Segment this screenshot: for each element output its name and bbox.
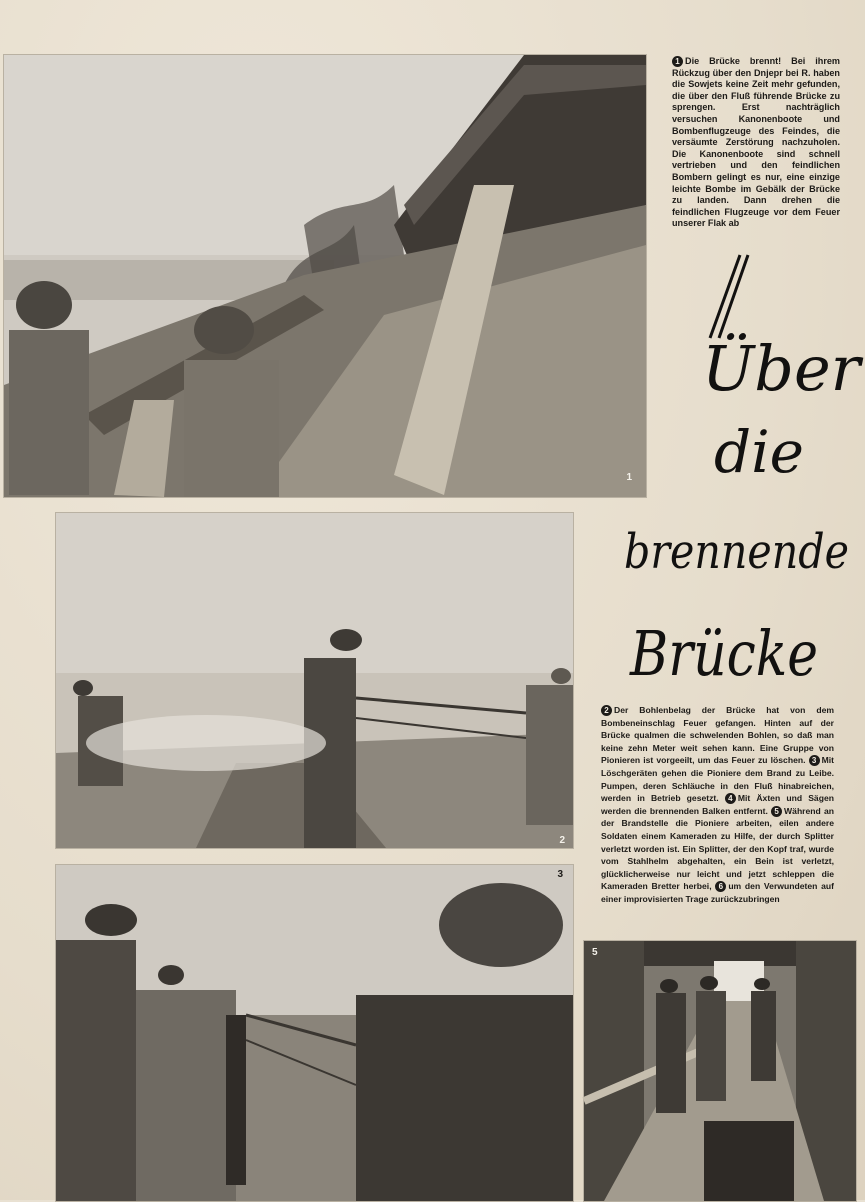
caption-text: um den Verwundeten auf einer improvisierten Trage zurückzubringen — [601, 881, 834, 904]
title-line-3: brennende — [624, 524, 849, 580]
caption-text: Mit Löschgeräten gehen die Pioniere dem Brand zu Leibe. Pumpen, deren Schläuche in den Fluß hinabreichen, werden in Betrieb gesetzt. — [601, 755, 834, 804]
caption-text: Während an der Brandstelle die Pioniere arbeiten, eilen andere Soldaten einem Kameraden zu Hilfe, der durch Splitter verletzt worden ist. Ein Splitter, der den Kopf traf, wurde vom Stahlhelm abgehalten, ein Bein ist verletzt, glücklicherweise nur leicht und jetzt schleppen die Kameraden Bretter herbei, — [601, 805, 834, 892]
caption-number: 5 — [771, 806, 782, 817]
title-line-4: Brücke — [629, 617, 818, 690]
caption-number: 3 — [809, 755, 820, 766]
photo-smoking-deck — [55, 512, 574, 849]
title-line-1: Über — [702, 332, 861, 405]
caption-text: Die Brücke brennt! Bei ihrem Rückzug über den Dnjepr bei R. haben die Sowjets keine Zeit mehr gefunden, die über den Fluß führende Brücke zu sprengen. Erst nachträglich versuchen Kanonenboote und Bombenflugzeuge des Feindes, die versäumte Zerstörung nachzuholen. Die Kanonenboote sind schnell vertrieben und den feindlichen Bombern gelingt es nur, eine einzige leichte Bombe im Gebälk der Brücke zu landen. Dann drehen die feindlichen Flugzeuge vor dem Feuer unserer Flak ab — [672, 56, 840, 229]
caption-text: Der Bohlenbelag der Brücke hat von dem Bombeneinschlag Feuer gefangen. Hinten auf der Brücke qualmen die schwelenden Bohlen, so daß man keine zehn Meter weit sehen kann. Eine Gruppe von Pionieren ist vorgeeilt, um das Feuer zu löschen. — [601, 705, 834, 766]
page-title — [622, 250, 861, 690]
caption-number: 2 — [601, 705, 612, 716]
caption-number: 1 — [672, 56, 683, 67]
photo-stretcher — [583, 940, 857, 1202]
photo-number: 3 — [557, 869, 563, 880]
caption-2-6 — [601, 704, 834, 906]
caption-1 — [672, 56, 840, 230]
photo-pioneers-extinguishing — [55, 864, 574, 1202]
title-line-2: die — [714, 418, 805, 486]
photo-number: 5 — [592, 947, 598, 958]
photo-burning-bridge — [3, 54, 647, 498]
caption-number: 4 — [725, 793, 736, 804]
caption-number: 6 — [715, 881, 726, 892]
photo-number: 2 — [559, 835, 565, 846]
caption-text: Mit Äxten und Sägen werden die brennenden Balken entfernt. — [601, 793, 834, 816]
photo-number: 1 — [626, 472, 632, 483]
